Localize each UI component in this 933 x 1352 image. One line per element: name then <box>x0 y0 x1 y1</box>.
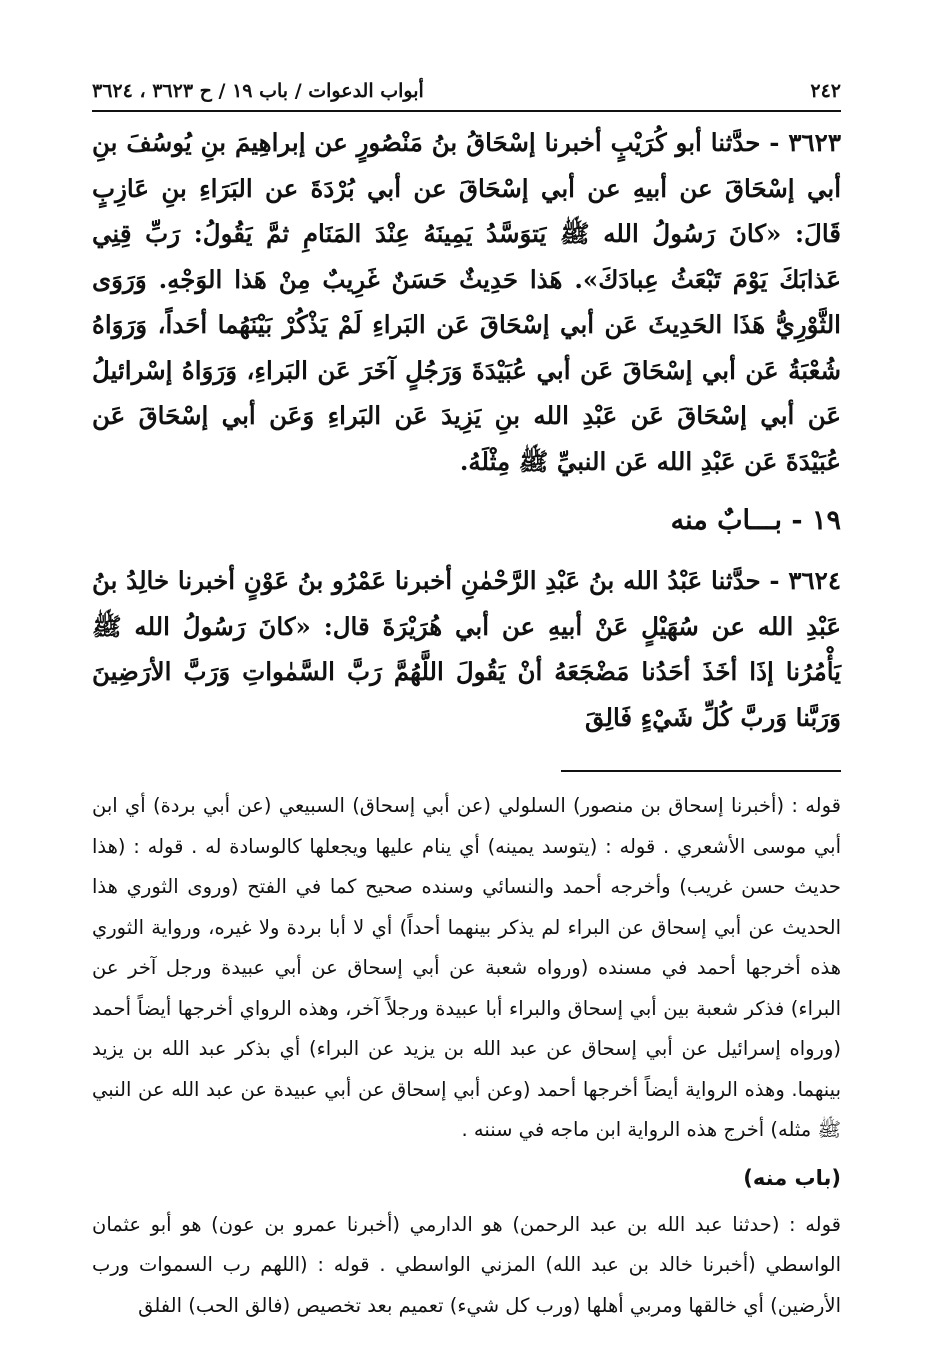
footnote-separator <box>561 770 841 772</box>
hadith-dash: - <box>760 566 780 595</box>
page-number: ٢٤٢ <box>810 80 841 102</box>
running-title: أبواب الدعوات / باب ١٩ / ح ٣٦٢٣ ، ٣٦٢٤ <box>92 80 424 102</box>
running-header <box>92 78 841 112</box>
commentary-paragraph: قوله : (حدثنا عبد الله بن عبد الرحمن) هو الدارمي (أخبرنا عمرو بن عون) هو أبو عثمان الواسطي (أخبرنا خالد بن عبد الله) المزني الواسطي . قوله : (اللهم رب السموات ورب الأرضين) أي خالقها ومربي أهلها (ورب كل شيء) تعميم بعد تخصيص (فالق الحب) الفلق <box>92 1212 841 1317</box>
hadith-text: حدَّثنا عَبْدُ الله بنُ عَبْدِ الرَّحْمٰنِ أخبرنا عَمْرُو بنُ عَوْنٍ أخبرنا خالِدُ بنُ عَبْدِ الله عن سُهَيْلٍ عَنْ أبيهِ عن أبي هُرَيْرَةَ قال: «كانَ رَسُولُ الله ﷺ يَأْمُرُنا إذَا أخَذَ أحَدُنا مَضْجَعَهُ أنْ يَقُولَ اللَّهُمَّ رَبَّ السَّمٰواتِ وَرَبَّ الأرَضِينَ وَرَبَّنا وَربَّ كُلِّ شَيْءٍ فَالِقَ <box>92 566 841 732</box>
hadith-number: ٣٦٢٤ <box>788 566 841 595</box>
commentary-paragraph: قوله : (أخبرنا إسحاق بن منصور) السلولي (عن أبي إسحاق) السبيعي (عن أبي بردة) أي ابن أبي موسى الأشعري . قوله : (يتوسد يمينه) أي ينام عليها ويجعلها كالوسادة له . قوله : (هذا حديث حسن غريب) وأخرجه أحمد والنسائي وسنده صحيح كما في الفتح (وروى الثوري هذا الحديث عن أبي إسحاق عن البراء لم يذكر بينهما أحداً) أي لا أبا بردة ولا غيره، ورواية الثوري هذه أخرجها أحمد في مسنده (ورواه شعبة عن أبي إسحاق عن أبي عبيدة ورجل آخر عن البراء) فذكر شعبة بين أبي إسحاق والبراء أبا عبيدة ورجلاً آخر، وهذه الرواي أخرجها أيضاً أحمد (ورواه إسرائيل عن أبي إسحاق عن عبد الله بن يزيد عن البراء) أي بذكر عبد الله بن يزيد بينهما. وهذه الرواية أيضاً أخرجها أحمد (وعن أبي إسحاق عن أبي عبيدة عن عبد الله عن النبي ﷺ مثله) أخرج هذه الرواية ابن ماجه في سننه . <box>92 794 841 1141</box>
commentary <box>92 786 841 1326</box>
chapter-heading: ١٩ - بـــابٌ منه <box>670 505 841 536</box>
hadith-number: ٣٦٢٣ <box>788 128 841 157</box>
hadith-3624 <box>92 558 841 740</box>
hadith-3623 <box>92 120 841 484</box>
commentary-sub-heading: (باب منه) <box>743 1165 841 1190</box>
hadith-dash: - <box>760 128 780 157</box>
main-text <box>92 120 841 740</box>
hadith-text: حدَّثنا أبو كُرَيْبٍ أخبرنا إسْحَاقُ بنُ مَنْصُورٍ عن إبراهِيمَ بنِ يُوسُفَ بنِ أبي إسْحَاقَ عن أبيهِ عن أبي إسْحَاقَ عن أبي بُرْدَةَ عن البَرَاءِ بنِ عَازِبٍ قَالَ: «كانَ رَسُولُ الله ﷺ يَتوَسَّدُ يَمِينَهُ عِنْدَ المَنَامِ ثمَّ يَقُولُ: رَبِّ قِنِي عَذابَكَ يَوْمَ تَبْعَثُ عِبادَكَ». هَذا حَدِيثٌ حَسَنٌ غَرِيبٌ مِنْ هَذا الوَجْهِ. وَرَوَى الثَّوْرِيُّ هَذَا الحَدِيثَ عَن أبي إسْحَاقَ عَن البَراءِ لَمْ يَذْكُرْ بَيْنَهُما أحَداً، وَرَوَاهُ شُعْبَةُ عَن أبي إسْحَاقَ عَن أبي عُبَيْدَةَ وَرَجُلٍ آخَرَ عَن البَراءِ، وَرَوَاهُ إسْرائيلُ عَن أبي إسْحَاقَ عَن عَبْدِ الله بنِ يَزِيدَ عَن البَراءِ وَعَن أبي إسْحَاقَ عَن عُبَيْدَةَ عَن عَبْدِ الله عَن النبيِّ ﷺ مِثْلَهُ. <box>92 128 841 476</box>
